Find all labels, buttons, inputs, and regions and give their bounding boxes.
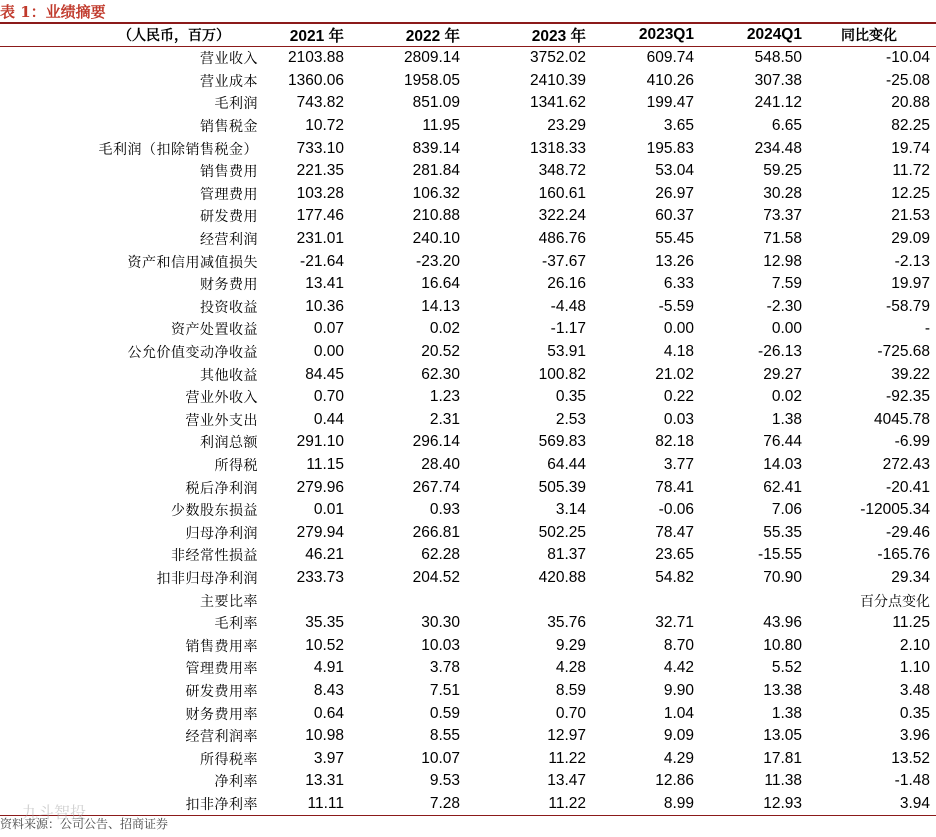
table-cell — [466, 589, 592, 612]
row-label: 经营利润 — [200, 232, 258, 249]
column-header: 2023 年 — [466, 24, 592, 47]
column-header: 同比变化 — [808, 24, 936, 47]
table-cell: 10.07 — [421, 749, 460, 767]
table-cell: 291.10 — [296, 433, 344, 451]
table-cell: 231.01 — [296, 230, 344, 248]
table-header-row — [0, 24, 936, 47]
table-cell: 348.72 — [538, 162, 586, 180]
table-cell: -2.30 — [766, 297, 802, 315]
row-label: 所得税 — [214, 457, 258, 474]
table-row — [0, 296, 936, 319]
table-cell: 0.07 — [313, 320, 344, 338]
row-label: 研发费用 — [200, 209, 258, 226]
row-label: 扣非净利率 — [0, 793, 262, 816]
table-cell: 13.41 — [305, 275, 344, 293]
table-row — [0, 589, 936, 612]
table-cell: 307.38 — [754, 71, 802, 89]
table-row — [0, 318, 936, 341]
table-cell: 20.52 — [421, 343, 460, 361]
table-cell: 32.71 — [655, 614, 694, 632]
row-label: 资产处置收益 — [171, 322, 258, 339]
table-cell: 502.25 — [538, 523, 586, 541]
table-cell: 10.52 — [305, 636, 344, 654]
table-cell: 9.09 — [663, 727, 694, 745]
table-cell: 1360.06 — [287, 71, 344, 89]
table-row — [0, 747, 936, 770]
table-cell: 20.88 — [891, 94, 930, 112]
table-cell: 1.04 — [663, 704, 694, 722]
table-cell: 233.73 — [296, 568, 344, 586]
table-cell: 6.33 — [663, 275, 694, 293]
table-cell: 9.53 — [429, 772, 460, 790]
table-cell: 0.02 — [429, 320, 460, 338]
table-row — [0, 680, 936, 703]
table-cell: 221.35 — [296, 162, 344, 180]
table-cell: -58.79 — [886, 297, 930, 315]
table-cell: 743.82 — [296, 94, 344, 112]
table-cell: 266.81 — [412, 523, 460, 541]
table-cell: 3752.02 — [529, 49, 586, 67]
table-cell: 2410.39 — [529, 71, 586, 89]
table-cell: 851.09 — [412, 94, 460, 112]
table-cell: -20.41 — [886, 478, 930, 496]
table-cell: 322.24 — [538, 207, 586, 225]
table-cell: 0.35 — [899, 704, 930, 722]
table-cell: 0.70 — [555, 704, 586, 722]
row-label: 财务费用 — [200, 277, 258, 294]
table-cell: 199.47 — [646, 94, 694, 112]
table-cell: 78.47 — [655, 523, 694, 541]
table-cell: 3.96 — [899, 727, 930, 745]
table-cell: 7.06 — [771, 501, 802, 519]
table-cell: 11.15 — [306, 455, 344, 473]
table-cell: 0.00 — [663, 320, 694, 338]
header-unit-label: （人民币，百万） — [0, 24, 262, 47]
table-cell: 12.25 — [891, 184, 930, 202]
table-row — [0, 183, 936, 206]
table-row — [0, 47, 936, 70]
table-cell: 11.25 — [892, 614, 930, 632]
table-row — [0, 567, 936, 590]
table-cell: -25.08 — [886, 71, 930, 89]
table-cell: 8.59 — [555, 681, 586, 699]
table-cell: 279.94 — [296, 523, 344, 541]
table-cell: -1.17 — [550, 320, 586, 338]
row-label: 管理费用 — [200, 186, 258, 203]
table-cell: 46.21 — [305, 546, 344, 564]
row-label: 主要比率 — [200, 593, 258, 610]
table-cell: -23.20 — [416, 252, 460, 270]
table-cell: 3.48 — [899, 681, 930, 699]
row-label: 所得税率 — [200, 751, 258, 768]
table-cell: 26.16 — [547, 275, 586, 293]
table-cell: -725.68 — [877, 343, 930, 361]
row-label: 公允价值变动净收益 — [127, 345, 258, 362]
row-label: 营业外收入 — [185, 390, 258, 407]
table-cell: 64.44 — [547, 455, 586, 473]
table-cell: 8.43 — [313, 681, 344, 699]
table-cell: 2.53 — [555, 410, 586, 428]
table-cell: 14.03 — [763, 455, 802, 473]
table-row — [0, 205, 936, 228]
table-cell: 2.31 — [429, 410, 460, 428]
table-cell: 35.76 — [547, 614, 586, 632]
table-title: 表 1：业绩摘要 — [0, 3, 106, 21]
table-cell: -21.64 — [300, 252, 344, 270]
table-cell: 548.50 — [754, 49, 802, 67]
table-cell: 23.29 — [547, 117, 586, 135]
table-cell: 10.03 — [421, 636, 460, 654]
table-cell: -4.48 — [550, 297, 586, 315]
table-cell: 2809.14 — [403, 49, 460, 67]
table-cell: 8.70 — [663, 636, 694, 654]
table-cell: 81.37 — [547, 546, 586, 564]
row-label: 净利率 — [214, 774, 258, 791]
row-label: 营业收入 — [200, 51, 258, 68]
table-cell: 23.65 — [655, 546, 694, 564]
table-cell: -5.59 — [658, 297, 694, 315]
table-cell: 9.29 — [555, 636, 586, 654]
table-row — [0, 521, 936, 544]
table-cell: 26.97 — [655, 184, 694, 202]
table-cell: -26.13 — [758, 343, 802, 361]
column-header: 2021 年 — [262, 24, 350, 47]
table-cell: 10.80 — [763, 636, 802, 654]
table-cell: 82.25 — [891, 117, 930, 135]
table-cell: 420.88 — [538, 568, 586, 586]
table-cell: 1.10 — [899, 659, 930, 677]
table-cell: 4.29 — [663, 749, 694, 767]
table-cell — [350, 589, 466, 612]
table-cell: 839.14 — [412, 139, 460, 157]
table-cell: 2.10 — [899, 636, 930, 654]
table-cell: 6.65 — [771, 117, 802, 135]
table-cell: 78.41 — [655, 478, 694, 496]
table-cell: -165.76 — [877, 546, 930, 564]
table-cell: 733.10 — [296, 139, 344, 157]
earnings-summary-table — [0, 24, 936, 816]
table-cell: 11.38 — [764, 772, 802, 790]
table-cell: -2.13 — [894, 252, 930, 270]
table-cell: 11.22 — [466, 793, 592, 816]
table-row — [0, 499, 936, 522]
table-cell: 3.77 — [663, 455, 694, 473]
table-cell: 0.22 — [663, 388, 694, 406]
table-row — [0, 341, 936, 364]
table-cell: 240.10 — [412, 230, 460, 248]
table-cell: 1341.62 — [529, 94, 586, 112]
table-cell: 9.90 — [663, 681, 694, 699]
table-row — [0, 228, 936, 251]
table-cell: 7.59 — [771, 275, 802, 293]
table-cell: 71.58 — [763, 230, 802, 248]
table-cell: -92.35 — [886, 388, 930, 406]
table-cell: 7.51 — [429, 681, 460, 699]
table-cell: 21.53 — [891, 207, 930, 225]
table-cell: 82.18 — [655, 433, 694, 451]
table-row — [0, 70, 936, 93]
row-label: 毛利润 — [214, 96, 258, 113]
table-cell: 8.99 — [592, 793, 700, 816]
table-row — [0, 409, 936, 432]
table-cell: 160.61 — [538, 184, 586, 202]
table-body — [0, 47, 936, 816]
row-label: 营业成本 — [200, 73, 258, 90]
table-cell: 35.35 — [305, 614, 344, 632]
table-row — [0, 793, 936, 816]
row-label: 少数股东损益 — [171, 503, 258, 520]
table-cell: 10.36 — [305, 297, 344, 315]
table-cell: 3.97 — [313, 749, 344, 767]
table-cell: 30.28 — [763, 184, 802, 202]
table-cell: 267.74 — [412, 478, 460, 496]
table-cell: 53.91 — [547, 343, 586, 361]
table-row — [0, 702, 936, 725]
table-row — [0, 92, 936, 115]
table-cell: 0.59 — [429, 704, 460, 722]
table-cell: 0.00 — [771, 320, 802, 338]
table-cell: 106.32 — [412, 184, 460, 202]
table-cell — [700, 589, 808, 612]
table-cell: 19.74 — [891, 139, 930, 157]
row-label: 管理费用率 — [185, 661, 258, 678]
table-cell: 2103.88 — [287, 49, 344, 67]
row-label: 利润总额 — [200, 435, 258, 452]
table-cell: 0.35 — [555, 388, 586, 406]
row-label: 销售税金 — [200, 119, 258, 136]
table-cell — [262, 589, 350, 612]
table-cell: 29.27 — [763, 365, 802, 383]
table-cell: 3.78 — [429, 659, 460, 677]
table-cell: 10.98 — [305, 727, 344, 745]
table-cell: 3.65 — [663, 117, 694, 135]
table-row — [0, 544, 936, 567]
table-cell: 73.37 — [763, 207, 802, 225]
table-row — [0, 363, 936, 386]
table-cell: 241.12 — [754, 94, 802, 112]
table-row — [0, 657, 936, 680]
table-cell: 13.26 — [655, 252, 694, 270]
table-cell: 410.26 — [646, 71, 694, 89]
table-row — [0, 273, 936, 296]
table-cell: 13.52 — [891, 749, 930, 767]
table-cell: 70.90 — [763, 568, 802, 586]
table-cell — [592, 589, 700, 612]
table-cell: 43.96 — [763, 614, 802, 632]
table-cell: 12.97 — [547, 727, 586, 745]
table-row — [0, 115, 936, 138]
table-cell: 0.02 — [771, 388, 802, 406]
table-cell: 0.64 — [313, 704, 344, 722]
row-label: 财务费用率 — [185, 706, 258, 723]
column-header: 2023Q1 — [592, 24, 700, 47]
row-label: 研发费用率 — [185, 683, 258, 700]
table-cell: 4045.78 — [873, 410, 930, 428]
table-cell: 4.42 — [663, 659, 694, 677]
table-cell: 0.01 — [313, 501, 344, 519]
table-cell: 29.34 — [891, 568, 930, 586]
table-cell: 11.11 — [262, 793, 350, 816]
table-cell: 0.70 — [313, 388, 344, 406]
table-cell: 30.30 — [421, 614, 460, 632]
table-cell: 195.83 — [646, 139, 694, 157]
row-label: 扣非归母净利润 — [156, 570, 258, 587]
table-cell: 百分点变化 — [860, 593, 930, 610]
table-cell: 13.05 — [763, 727, 802, 745]
table-cell: 0.00 — [313, 343, 344, 361]
table-cell: 59.25 — [763, 162, 802, 180]
table-cell: 5.52 — [771, 659, 802, 677]
table-cell: 0.93 — [429, 501, 460, 519]
table-cell: -6.99 — [894, 433, 930, 451]
row-label: 其他收益 — [200, 367, 258, 384]
table-cell: 210.88 — [412, 207, 460, 225]
table-cell: 177.46 — [296, 207, 344, 225]
table-cell: 234.48 — [754, 139, 802, 157]
table-row — [0, 612, 936, 635]
row-label: 资产和信用减值损失 — [127, 254, 258, 271]
table-row — [0, 137, 936, 160]
table-cell: 28.40 — [421, 455, 460, 473]
table-cell: 272.43 — [882, 455, 930, 473]
row-label: 非经常性损益 — [171, 548, 258, 565]
table-cell: -29.46 — [886, 523, 930, 541]
table-row — [0, 454, 936, 477]
table-row — [0, 250, 936, 273]
row-label: 经营利润率 — [185, 729, 258, 746]
table-cell: 12.98 — [763, 252, 802, 270]
table-cell: 7.28 — [350, 793, 466, 816]
table-cell: 505.39 — [538, 478, 586, 496]
table-row — [0, 386, 936, 409]
table-row — [0, 770, 936, 793]
table-cell: 296.14 — [412, 433, 460, 451]
table-cell: 11.95 — [422, 117, 460, 135]
table-cell: 8.55 — [429, 727, 460, 745]
table-cell: 1.38 — [771, 410, 802, 428]
table-cell: 4.18 — [663, 343, 694, 361]
column-header: 2022 年 — [350, 24, 466, 47]
table-cell: 1318.33 — [529, 139, 586, 157]
table-cell: 100.82 — [538, 365, 586, 383]
table-cell: 55.35 — [763, 523, 802, 541]
row-label: 毛利润（扣除销售税金） — [98, 141, 258, 158]
table-cell: 14.13 — [421, 297, 460, 315]
table-cell: 55.45 — [655, 230, 694, 248]
table-cell: 569.83 — [538, 433, 586, 451]
table-cell: 3.14 — [555, 501, 586, 519]
table-cell: 13.47 — [547, 772, 586, 790]
table-cell: 60.37 — [655, 207, 694, 225]
table-cell: 4.28 — [555, 659, 586, 677]
table-cell: 0.03 — [663, 410, 694, 428]
column-header: 2024Q1 — [700, 24, 808, 47]
table-cell: -37.67 — [542, 252, 586, 270]
table-row — [0, 431, 936, 454]
table-cell: 11.72 — [892, 162, 930, 180]
table-row — [0, 634, 936, 657]
watermark: 九斗智投 — [22, 803, 87, 822]
table-cell: 19.97 — [891, 275, 930, 293]
table-cell: 12.93 — [700, 793, 808, 816]
row-label: 投资收益 — [200, 299, 258, 316]
table-cell: 281.84 — [412, 162, 460, 180]
table-cell: 21.02 — [655, 365, 694, 383]
table-cell: 62.41 — [763, 478, 802, 496]
table-cell: -10.04 — [886, 49, 930, 67]
table-row — [0, 725, 936, 748]
table-cell: 204.52 — [412, 568, 460, 586]
table-cell: 279.96 — [296, 478, 344, 496]
table-cell: - — [924, 320, 930, 338]
table-cell: 609.74 — [646, 49, 694, 67]
table-cell: 17.81 — [763, 749, 802, 767]
table-cell: 1.38 — [771, 704, 802, 722]
table-row — [0, 476, 936, 499]
row-label: 归母净利润 — [185, 525, 258, 542]
table-cell: 3.94 — [808, 793, 936, 816]
table-cell: 0.44 — [313, 410, 344, 428]
source-note: 资料来源：公司公告、招商证券 — [0, 817, 169, 831]
table-cell: 13.38 — [763, 681, 802, 699]
table-cell: -15.55 — [758, 546, 802, 564]
row-label: 毛利率 — [214, 616, 258, 633]
row-label: 税后净利润 — [185, 480, 258, 497]
table-cell: 29.09 — [891, 230, 930, 248]
table-cell: 486.76 — [538, 230, 586, 248]
table-cell: 1958.05 — [403, 71, 460, 89]
row-label: 销售费用率 — [185, 638, 258, 655]
table-cell: 11.22 — [548, 749, 586, 767]
table-cell: 54.82 — [655, 568, 694, 586]
table-cell: 103.28 — [296, 184, 344, 202]
table-row — [0, 160, 936, 183]
table-cell: 13.31 — [305, 772, 344, 790]
table-cell: 39.22 — [891, 365, 930, 383]
table-cell: 1.23 — [429, 388, 460, 406]
table-cell: 12.86 — [655, 772, 694, 790]
table-cell: 62.28 — [421, 546, 460, 564]
table-cell: 76.44 — [763, 433, 802, 451]
table-cell: 10.72 — [305, 117, 344, 135]
table-cell: 62.30 — [421, 365, 460, 383]
table-cell: -0.06 — [658, 501, 694, 519]
table-cell: 4.91 — [313, 659, 344, 677]
table-cell: -1.48 — [894, 772, 930, 790]
row-label: 销售费用 — [200, 164, 258, 181]
row-label: 营业外支出 — [185, 412, 258, 429]
table-cell: 84.45 — [305, 365, 344, 383]
table-cell: 16.64 — [421, 275, 460, 293]
table-cell: 53.04 — [655, 162, 694, 180]
table-cell: -12005.34 — [860, 501, 930, 519]
